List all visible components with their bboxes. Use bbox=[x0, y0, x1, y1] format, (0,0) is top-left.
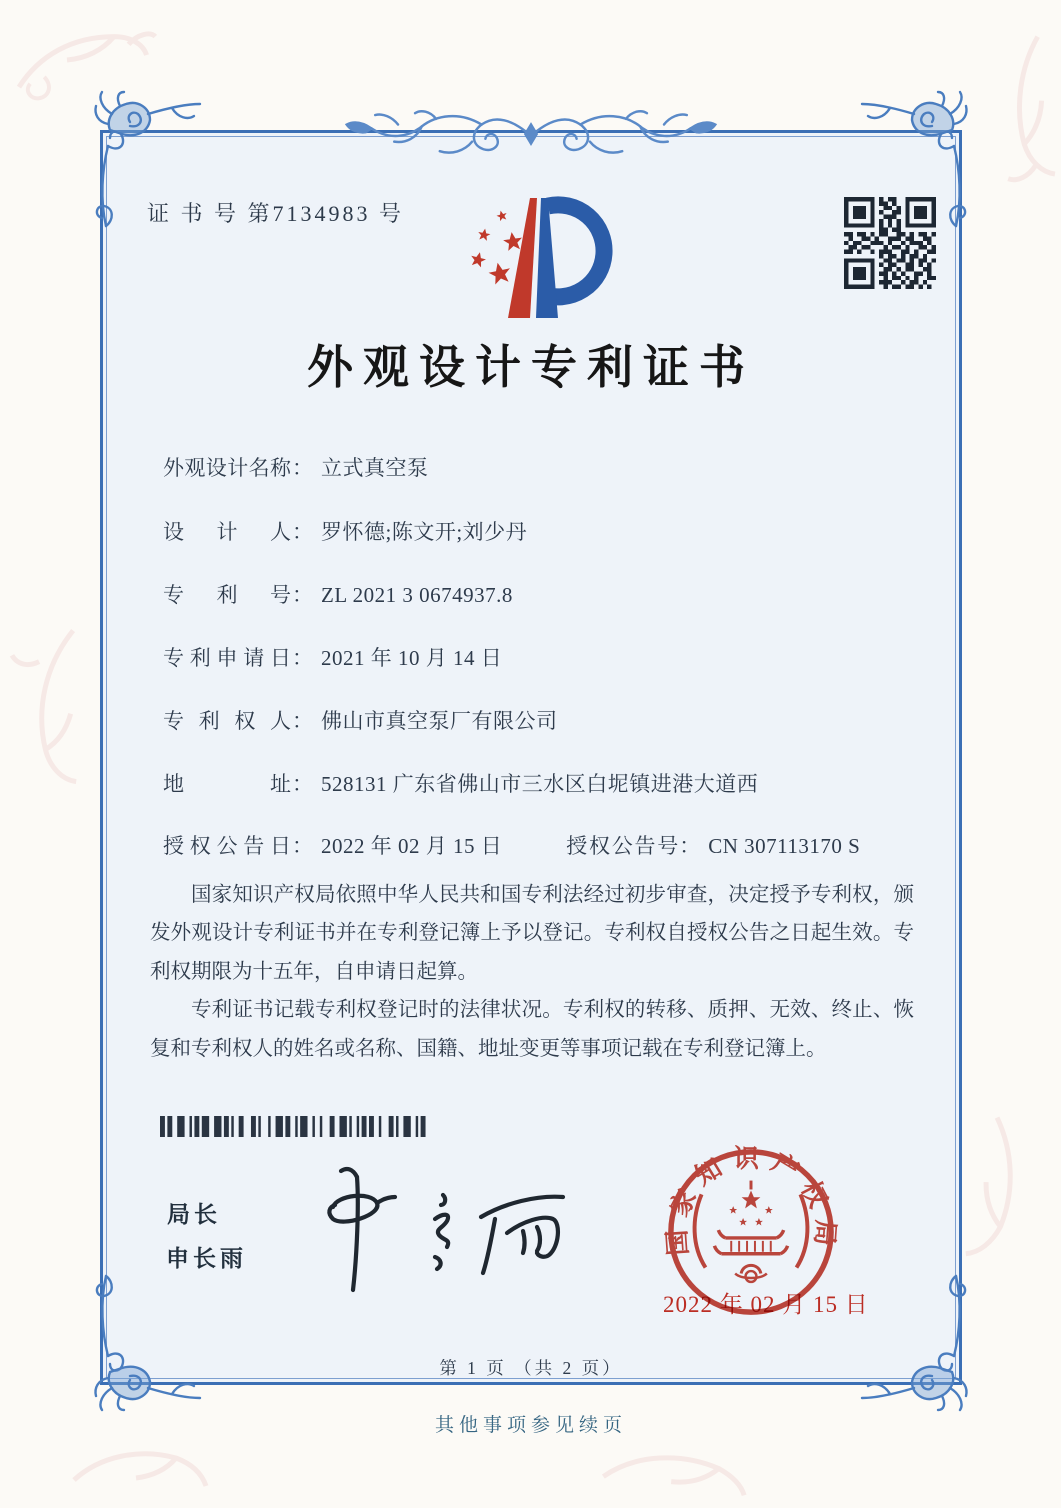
field-colon: ： bbox=[292, 456, 313, 480]
field-label: 专利号 bbox=[163, 583, 291, 607]
field-colon: ： bbox=[679, 834, 701, 858]
field-value: 2022 年 02 月 15 日 bbox=[321, 834, 503, 858]
field-row-designer bbox=[163, 516, 527, 546]
logo-red-wedge bbox=[508, 198, 537, 318]
field-label: 地址 bbox=[163, 772, 291, 796]
watermark-flourish bbox=[70, 1440, 210, 1500]
certificate-number: 证 书 号 第7134983 号 bbox=[147, 201, 405, 226]
field-label: 授权公告日 bbox=[163, 834, 291, 858]
logo-stars bbox=[469, 209, 523, 285]
field-label: 外观设计名称 bbox=[163, 456, 291, 480]
field-label: 设计人 bbox=[163, 520, 291, 544]
field-value: ZL 2021 3 0674937.8 bbox=[321, 583, 513, 607]
legal-paragraph-1: 国家知识产权局依照中华人民共和国专利法经过初步审查，决定授予专利权，颁发外观设计专利证书并在专利登记簿上予以登记。专利权自授权公告之日起生效。专利权期限为十五年，自申请日起算。 bbox=[150, 884, 914, 983]
field-colon: ： bbox=[292, 709, 313, 733]
field-value: 2021 年 10 月 14 日 bbox=[321, 646, 503, 670]
certificate-title: 外观设计专利证书 bbox=[307, 342, 755, 393]
field-value: CN 307113170 S bbox=[708, 834, 861, 858]
field-label: 专利申请日 bbox=[163, 646, 291, 670]
seal-date: 2022 年 02 月 15 日 bbox=[663, 1292, 869, 1317]
cnipa-logo-icon bbox=[440, 190, 615, 335]
national-emblem-icon bbox=[695, 1181, 808, 1282]
dragon-ornament-icon bbox=[341, 98, 721, 172]
field-row-design-name bbox=[163, 452, 429, 482]
director-name: 申长雨 bbox=[166, 1245, 247, 1271]
qr-code bbox=[844, 197, 936, 289]
field-value: 罗怀德;陈文开;刘少丹 bbox=[321, 520, 528, 544]
corner-flourish-icon bbox=[92, 1272, 202, 1412]
legal-paragraph-2: 专利证书记载专利权登记时的法律状况。专利权的转移、质押、无效、终止、恢复和专利权人的姓名或名称、国籍、地址变更等事项记载在专利登记簿上。 bbox=[150, 999, 914, 1060]
field-colon: ： bbox=[292, 646, 313, 670]
field-label: 专利权人 bbox=[163, 709, 291, 733]
field-value: 佛山市真空泵厂有限公司 bbox=[321, 709, 558, 733]
field-value: 528131 广东省佛山市三水区白坭镇进港大道西 bbox=[321, 772, 759, 796]
director-title: 局长 bbox=[167, 1201, 221, 1227]
corner-flourish-icon bbox=[860, 1272, 970, 1412]
watermark-flourish bbox=[598, 1440, 753, 1507]
seal-ring-text: 国家知识产权局 bbox=[662, 1144, 840, 1257]
field-colon: ： bbox=[292, 834, 313, 858]
watermark-flourish bbox=[0, 624, 115, 796]
barcode bbox=[160, 1116, 428, 1137]
director-signature-icon bbox=[285, 1155, 585, 1310]
field-colon: ： bbox=[292, 772, 313, 796]
field-colon: ： bbox=[292, 520, 313, 544]
field-colon: ： bbox=[292, 583, 313, 607]
field-row-grant bbox=[163, 830, 860, 860]
field-row-filing-date bbox=[163, 642, 502, 672]
field-label: 授权公告号 bbox=[566, 834, 679, 858]
field-value: 立式真空泵 bbox=[321, 456, 429, 480]
official-seal bbox=[662, 1143, 840, 1321]
logo-blue-wedge bbox=[536, 198, 558, 318]
continuation-note: 其他事项参见续页 bbox=[434, 1415, 627, 1436]
field-row-address bbox=[163, 768, 758, 798]
field-row-patent-number bbox=[163, 579, 513, 609]
legal-text-block bbox=[150, 876, 914, 1068]
field-row-patentee bbox=[163, 705, 558, 735]
page-number: 第 1 页 （共 2 页） bbox=[439, 1358, 623, 1378]
